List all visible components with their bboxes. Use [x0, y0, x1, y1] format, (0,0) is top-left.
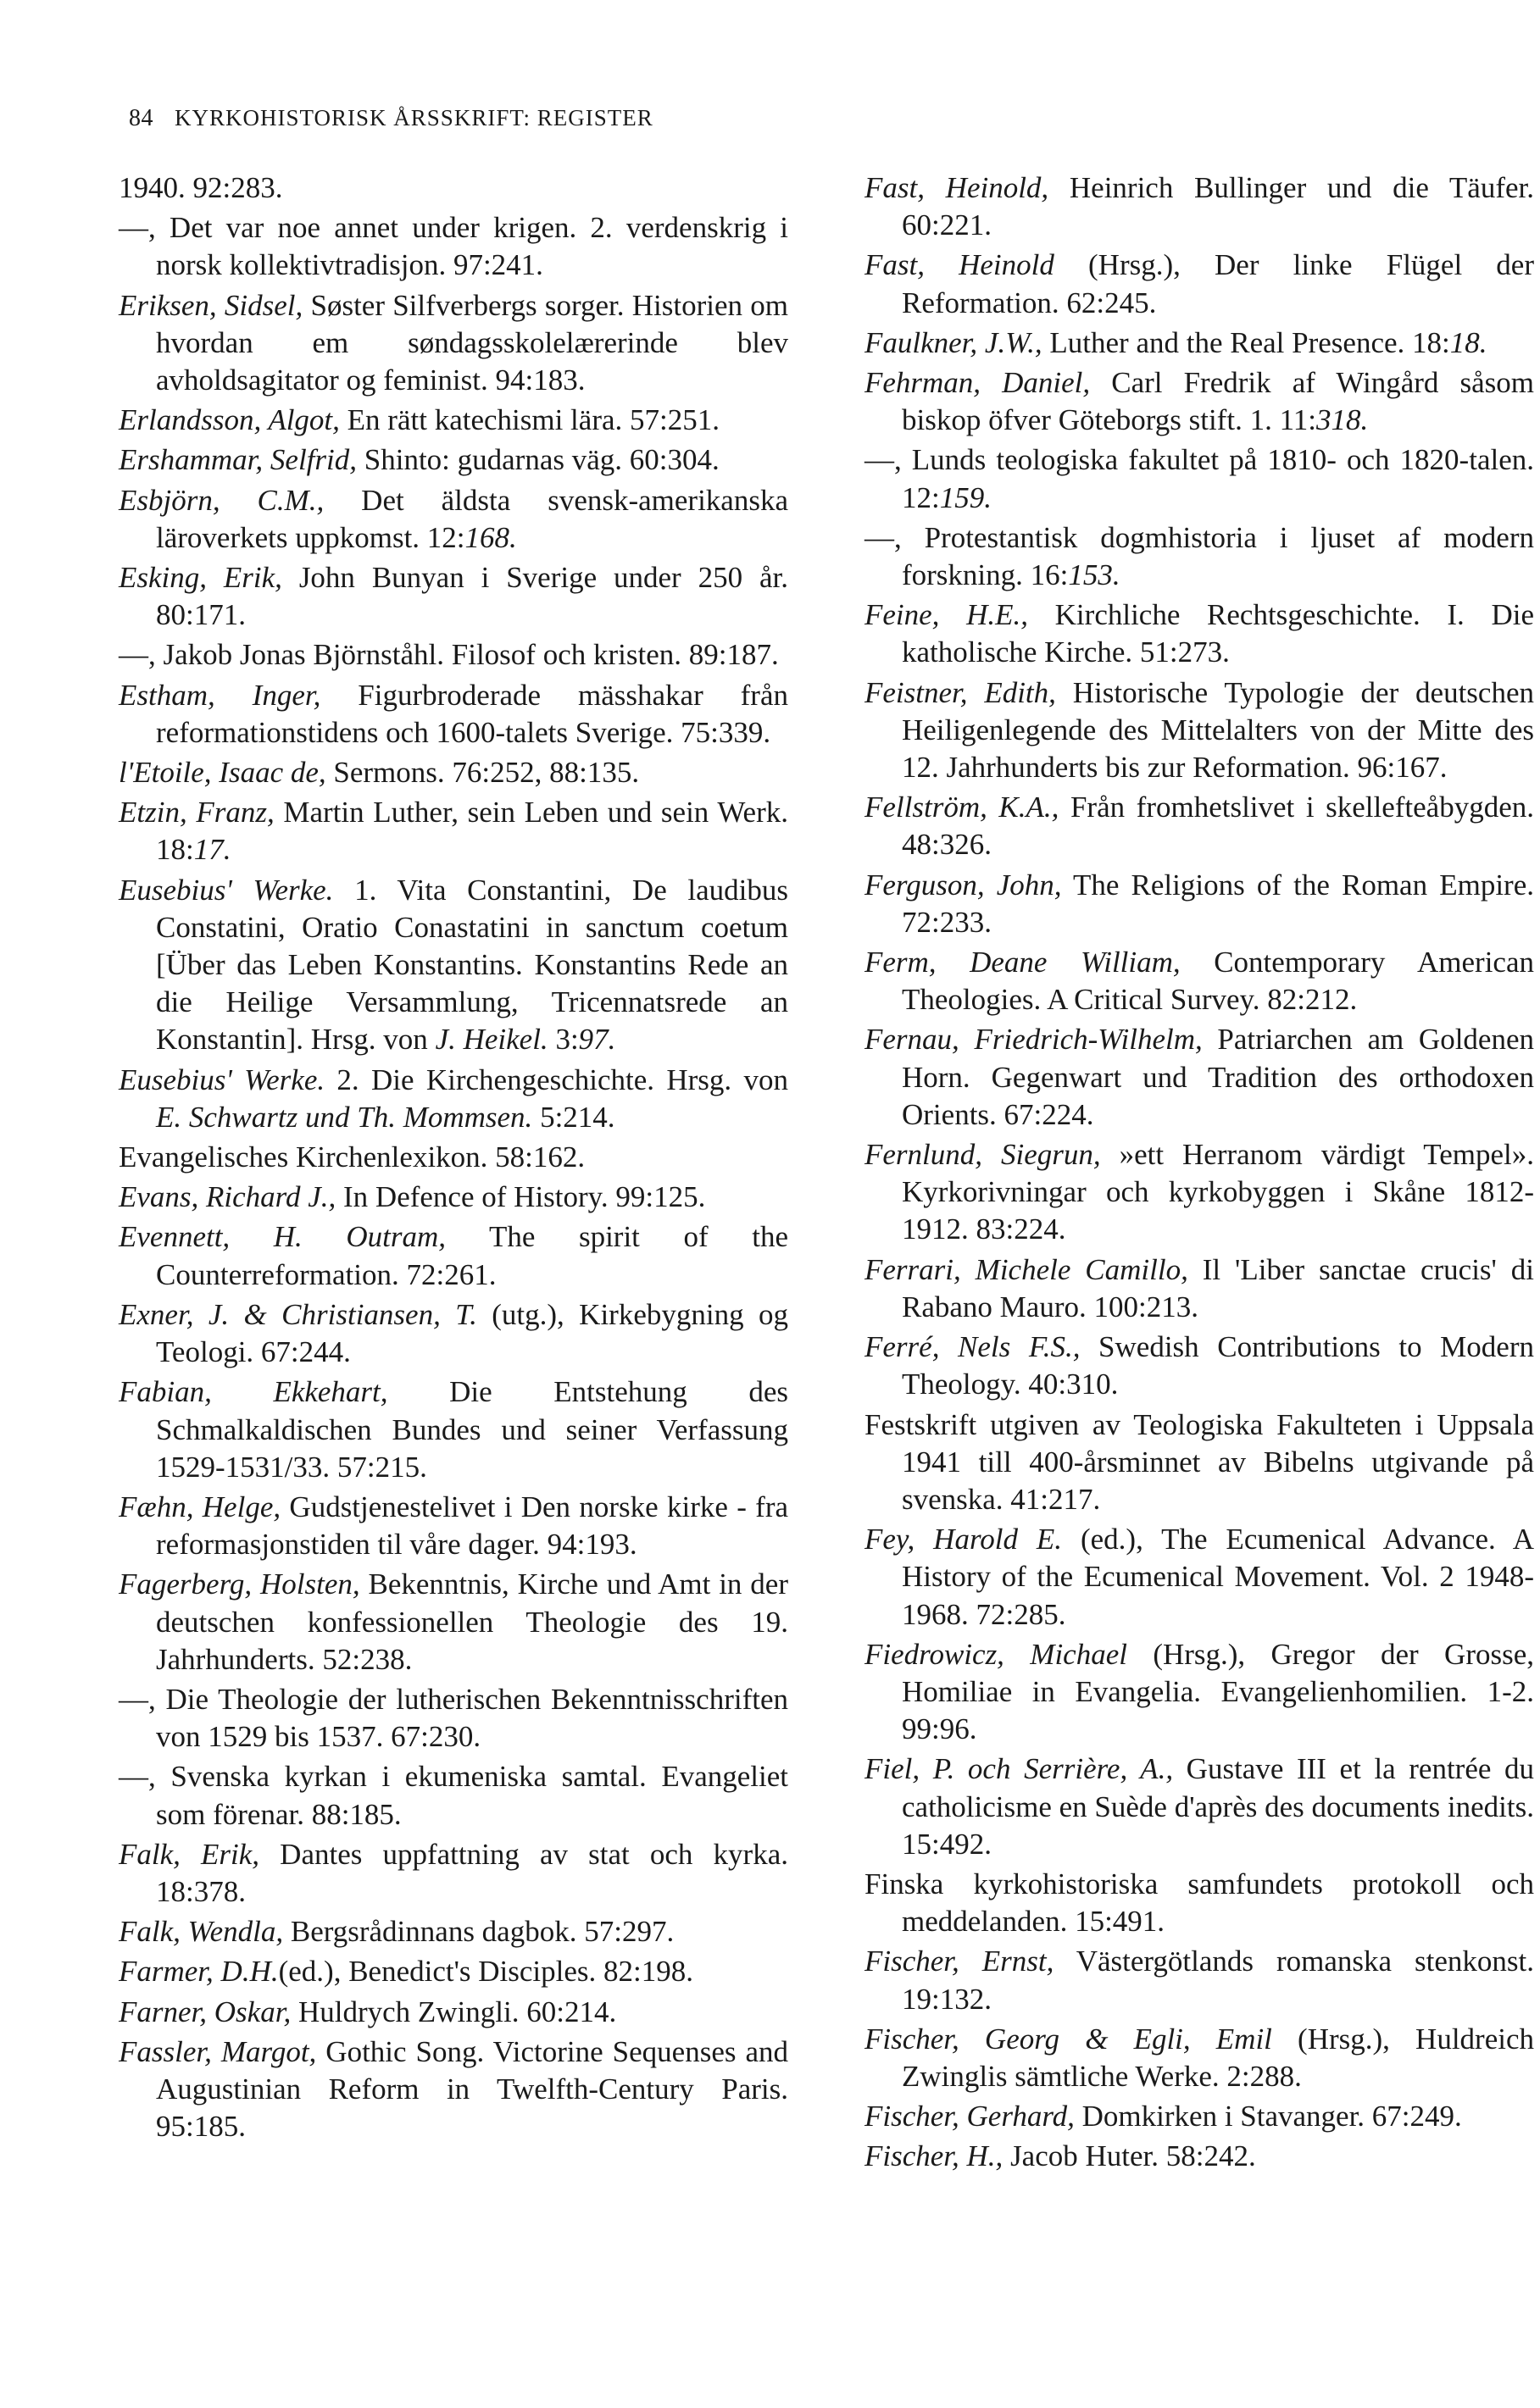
index-entry — [119, 482, 788, 557]
page-number: 84 — [129, 105, 153, 131]
entry-text: Die Entstehung des Schmalkaldischen Bundes und seiner Verfassung 1529-1531/33. 57:215. — [156, 1375, 788, 1484]
entry-text: Historische Typologie der deutschen Heiligenlegende des Mittelalters von der Mitte des 12. Jahrhunderts bis zur Reformation. 96:167. — [902, 675, 1534, 785]
entry-text: The Religions of the Roman Empire. 72:233. — [902, 868, 1534, 939]
entry-text: En rätt katechismi lära. 57:251. — [339, 403, 720, 437]
entry-author: Fischer, H., — [865, 2139, 1004, 2173]
entry-author: Fernlund, Siegrun, — [865, 1138, 1101, 1172]
entry-author: Etzin, Franz, — [119, 796, 275, 829]
entry-text: Bekenntnis, Kirche und Amt in der deutschen konfessionellen Theologie des 19. Jahrhunderts. 52:238. — [156, 1567, 788, 1676]
entry-author: Ferrari, Michele Camillo, — [865, 1252, 1188, 1286]
entry-text: Från fromhetslivet i skellefteåbygden. 48:326. — [902, 791, 1535, 862]
entry-author: Fischer, Ernst, — [865, 1945, 1054, 1978]
index-entry — [865, 1329, 1534, 1403]
index-entry — [119, 169, 788, 207]
index-entry — [865, 2098, 1534, 2135]
index-entry — [865, 596, 1534, 671]
entry-author: Farmer, D.H. — [119, 1955, 279, 1989]
index-entry — [865, 169, 1534, 244]
entry-text: Sermons. 76:252, 88:135. — [325, 756, 640, 790]
entry-author: Esbjörn, C.M., — [119, 483, 325, 517]
index-entry — [119, 1913, 788, 1950]
entry-text: Figurbroderade mässhakar från reformationstidens och 1600-talets Sverige. 75:339. — [156, 678, 788, 749]
entry-text: The spirit of the Counterreformation. 72:261. — [156, 1220, 788, 1291]
index-entry — [119, 1139, 788, 1176]
entry-text: Contemporary American Theologies. A Critical Survey. 82:212. — [902, 946, 1534, 1017]
entry-text: Festskrift utgiven av Teologiska Fakulteten i Uppsala 1941 till 400-årsminnet av Bibelns utgivande på svenska. 41:217. — [865, 1407, 1534, 1516]
entry-author: Fagerberg, Holsten, — [119, 1567, 360, 1601]
entry-author: Estham, Inger, — [119, 678, 321, 712]
entry-text: Jacob Huter. 58:242. — [1003, 2139, 1256, 2173]
index-entry — [865, 325, 1534, 362]
entry-text: Kirchliche Rechtsgeschichte. I. Die katholische Kirche. 51:273. — [902, 598, 1535, 669]
index-entry — [119, 636, 788, 674]
entry-text: (Hrsg.), Gregor der Grosse, Homiliae in Evangelia. Evangelienhomilien. 1-2. 99:96. — [902, 1637, 1534, 1746]
entry-text: Swedish Contributions to Modern Theology. 40:310. — [902, 1330, 1534, 1401]
index-entry — [119, 794, 788, 868]
index-entry — [119, 441, 788, 479]
index-entry — [865, 2138, 1534, 2175]
entry-text: (ed.), The Ecumenical Advance. A History of the Ecumenical Movement. Vol. 2 1948-1968. 72:285. — [902, 1523, 1534, 1631]
entry-author: Fiedrowicz, Michael — [865, 1637, 1127, 1671]
entry-author: Fehrman, Daniel, — [865, 366, 1091, 400]
entry-author: Fæhn, Helge, — [119, 1490, 281, 1523]
entry-text: Evangelisches Kirchenlexikon. 58:162. — [119, 1140, 586, 1174]
index-entry — [865, 1751, 1534, 1863]
right-column — [865, 169, 1534, 2178]
entry-text: Patriarchen am Goldenen Horn. Gegenwart und Tradition des orthodoxen Orients. 67:224. — [902, 1023, 1534, 1131]
entry-author: Eriksen, Sidsel, — [119, 288, 303, 322]
entry-page: 153. — [1068, 558, 1120, 592]
entry-text: —, Svenska kyrkan i ekumeniska samtal. Evangeliet som förenar. 88:185. — [119, 1760, 788, 1831]
index-entry — [119, 1953, 788, 1990]
entry-author: Eusebius' Werke. — [119, 1063, 325, 1096]
index-entry — [119, 1836, 788, 1911]
entry-author: Evans, Richard J., — [119, 1180, 336, 1214]
entry-author: Fast, Heinold — [865, 248, 1054, 282]
entry-text: In Defence of History. 99:125. — [336, 1180, 706, 1214]
entry-author: Eusebius' Werke. — [119, 873, 334, 907]
entry-text: —, Protestantisk dogmhistoria i ljuset af modern forskning. 16: — [865, 520, 1534, 592]
index-entry — [119, 287, 788, 400]
entry-text: Carl Fredrik af Wingård såsom biskop öfver Göteborgs stift. 1. 11: — [902, 366, 1534, 437]
entry-author: Ferguson, John, — [865, 868, 1062, 902]
entry-author: Fassler, Margot, — [119, 2034, 317, 2068]
index-entry — [865, 247, 1534, 321]
entry-text: (Hrsg.), Der linke Flügel der Reformation. 62:245. — [902, 248, 1535, 319]
entry-author: Fischer, Georg & Egli, Emil — [865, 2022, 1272, 2056]
entry-author: Ershammar, Selfrid, — [119, 443, 357, 477]
index-entry — [119, 1994, 788, 2031]
index-entry — [865, 1407, 1534, 1519]
index-entry — [865, 1943, 1534, 2017]
index-entry — [865, 519, 1534, 594]
entry-author: Farner, Oskar, — [119, 1995, 292, 2028]
entry-text: (Hrsg.), Huldreich Zwinglis sämtliche Werke. 2:288. — [902, 2022, 1535, 2093]
entry-editor: E. Schwartz und Th. Mommsen. — [156, 1100, 533, 1134]
left-column — [119, 169, 788, 2148]
entry-page: 18. — [1449, 325, 1487, 359]
index-entry — [865, 441, 1534, 516]
entry-author: Ferré, Nels F.S., — [865, 1330, 1081, 1364]
index-entry — [119, 754, 788, 791]
index-entry — [119, 1489, 788, 1563]
entry-editor: J. Heikel. — [435, 1023, 548, 1057]
entry-text: (ed.), Benedict's Disciples. 82:198. — [278, 1955, 694, 1989]
entry-author: Falk, Wendla, — [119, 1915, 284, 1949]
index-entry — [865, 1866, 1534, 1940]
entry-text: Domkirken i Stavanger. 67:249. — [1074, 2100, 1462, 2133]
entry-text: Huldrych Zwingli. 60:214. — [291, 1995, 617, 2028]
entry-text: John Bunyan i Sverige under 250 år. 80:171. — [156, 561, 788, 632]
running-title: KYRKOHISTORISK ÅRSSKRIFT: REGISTER — [175, 105, 653, 130]
entry-author: Evennett, H. Outram, — [119, 1220, 447, 1254]
entry-text: Finska kyrkohistoriska samfundets protokoll och meddelanden. 15:491. — [865, 1867, 1534, 1939]
entry-text: Martin Luther, sein Leben und sein Werk. 18: — [156, 796, 788, 867]
entry-author: Fey, Harold E. — [865, 1523, 1063, 1556]
entry-author: Fischer, Gerhard, — [865, 2100, 1075, 2133]
entry-author: Fiel, P. och Serrière, A., — [865, 1752, 1174, 1786]
index-entry — [865, 1521, 1534, 1634]
entry-text: (utg.), Kirkebygning og Teologi. 67:244. — [156, 1297, 788, 1369]
entry-text: Gothic Song. Victorine Sequenses and Augustinian Reform in Twelfth-Century Paris. 95:185. — [156, 2034, 788, 2144]
entry-page: 159. — [939, 480, 992, 514]
index-entry — [119, 1681, 788, 1756]
entry-text: —, Det var noe annet under krigen. 2. verdenskrig i norsk kollektivtradisjon. 97:241. — [119, 211, 788, 282]
entry-text: Il 'Liber sanctae crucis' di Rabano Mauro. 100:213. — [902, 1252, 1534, 1323]
entry-text: Luther and the Real Presence. 18: — [1042, 325, 1450, 359]
index-entry — [119, 1179, 788, 1216]
index-entry — [119, 1062, 788, 1136]
entry-author: Fast, Heinold, — [865, 171, 1049, 204]
entry-text: Shinto: gudarnas väg. 60:304. — [357, 443, 720, 477]
entry-text: Gustave III et la rentrée du catholicisme en Suède d'après des documents inedits. 15:492. — [902, 1752, 1535, 1861]
index-entry — [119, 2033, 788, 2146]
index-entry — [119, 1296, 788, 1371]
index-entry — [119, 1758, 788, 1833]
entry-text: Västergötlands romanska stenkonst. 19:132. — [902, 1945, 1534, 2016]
entry-text: Søster Silfverbergs sorger. Historien om hvordan em søndagsskolelærerinde blev avholdsagitator og feminist. 94:183. — [156, 288, 788, 397]
index-entry — [119, 872, 788, 1059]
index-entry — [119, 402, 788, 439]
index-entry — [865, 1636, 1534, 1749]
index-entry — [865, 1021, 1534, 1134]
page-header — [129, 105, 653, 132]
entry-author: Ferm, Deane William, — [865, 946, 1181, 979]
entry-text: Det äldsta svensk-amerikanska läroverkets uppkomst. 12: — [156, 483, 788, 554]
entry-author: Erlandsson, Algot, — [119, 403, 340, 437]
index-entry — [865, 674, 1534, 787]
entry-text: 2. Die Kirchengeschichte. Hrsg. von — [325, 1063, 788, 1096]
index-entry — [119, 1566, 788, 1678]
entry-text: Bergsrådinnans dagbok. 57:297. — [283, 1915, 675, 1949]
entry-text: Heinrich Bullinger und die Täufer. 60:221. — [902, 171, 1534, 242]
entry-author: Exner, J. & Christiansen, T. — [119, 1297, 477, 1331]
entry-text: Gudstjenestelivet i Den norske kirke - fra reformasjonstiden til våre dager. 94:193. — [156, 1490, 789, 1562]
index-entry — [865, 867, 1534, 941]
entry-author: Fernau, Friedrich-Wilhelm, — [865, 1023, 1203, 1057]
index-entry — [119, 677, 788, 752]
entry-author: Feistner, Edith, — [865, 675, 1056, 709]
index-entry — [865, 2021, 1534, 2095]
entry-text: 1940. 92:283. — [119, 171, 283, 204]
entry-page: 168. — [464, 520, 517, 554]
entry-text: 1. Vita Constantini, De laudibus Constatini, Oratio Conastatini in sanctum coetum [Über das Leben Konstantins. Konstantins Rede an die Heilige Versammlung, Tricennatsrede an Konstantin]. Hrsg. von — [156, 873, 788, 1057]
entry-author: l'Etoile, Isaac de, — [119, 756, 326, 790]
index-entry — [865, 944, 1534, 1018]
index-entry — [865, 364, 1534, 439]
entry-text: —, Jakob Jonas Björnståhl. Filosof och kristen. 89:187. — [119, 638, 779, 672]
index-entry — [119, 1373, 788, 1486]
index-entry — [119, 559, 788, 634]
entry-author: Fabian, Ekkehart, — [119, 1375, 388, 1409]
entry-author: Faulkner, J.W., — [865, 325, 1042, 359]
entry-page: 318. — [1316, 403, 1369, 437]
entry-author: Falk, Erik, — [119, 1837, 260, 1871]
entry-text: Dantes uppfattning av stat och kyrka. 18:378. — [156, 1837, 788, 1908]
entry-text: 3: — [548, 1023, 579, 1057]
entry-text: 5:214. — [532, 1100, 615, 1134]
index-entry — [119, 1218, 788, 1293]
entry-author: Fellström, K.A., — [865, 791, 1059, 824]
entry-text: —, Lunds teologiska fakultet på 1810- och 1820-talen. 12: — [865, 443, 1534, 514]
entry-text: —, Die Theologie der lutherischen Bekenntnisschriften von 1529 bis 1537. 67:230. — [119, 1682, 788, 1754]
entry-page: 17. — [193, 833, 231, 867]
index-entry — [865, 1136, 1534, 1249]
index-entry — [119, 209, 788, 284]
index-entry — [865, 789, 1534, 863]
entry-author: Feine, H.E., — [865, 598, 1028, 632]
entry-author: Esking, Erik, — [119, 561, 282, 595]
index-entry — [865, 1251, 1534, 1326]
entry-text: »ett Herranom värdigt Tempel». Kyrkorivningar och kyrkobyggen i Skåne 1812-1912. 83:224. — [902, 1138, 1535, 1246]
entry-page: 97. — [578, 1023, 616, 1057]
